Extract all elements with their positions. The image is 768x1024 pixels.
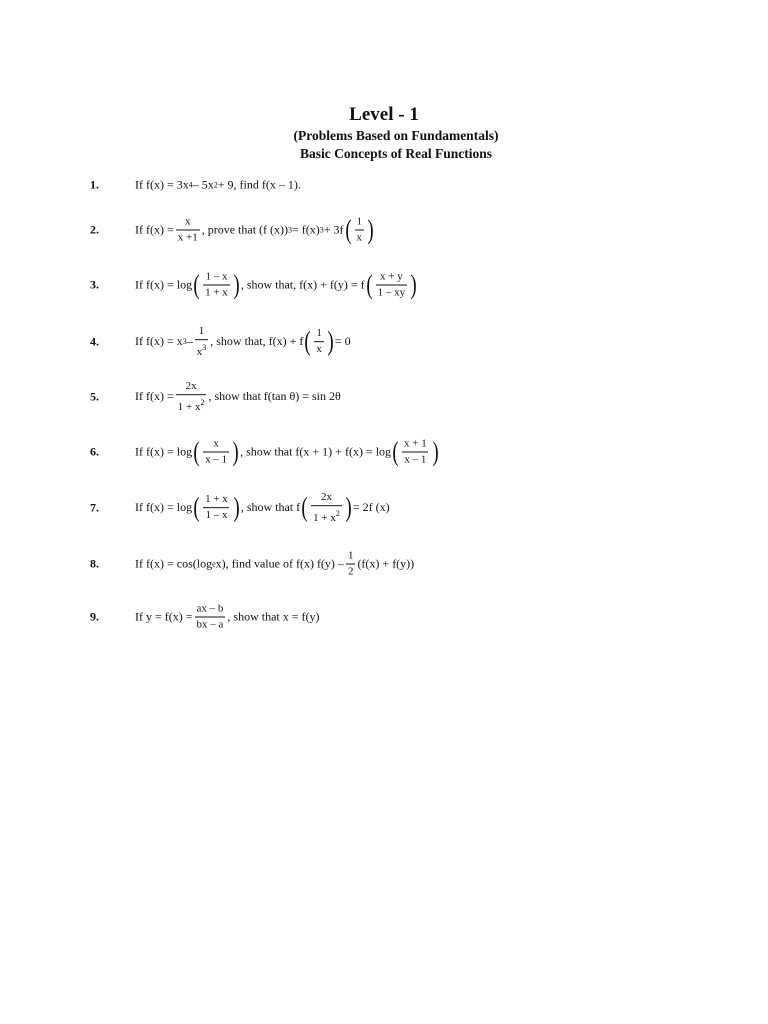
page-title: Level - 1 <box>349 104 419 125</box>
problem-1 <box>0 165 768 205</box>
problem-3 <box>0 265 768 305</box>
problem-number: 4. <box>90 334 99 349</box>
problem-number: 7. <box>90 500 99 515</box>
problem-statement: If f(x) = $\frac{2x}{1 + x^2}$ , show that f(tan θ) = sin 2θ <box>135 380 341 413</box>
problem-statement: If f(x) = cos(log e x), find value of f(x) f(y) – $\frac{1}{2}$ (f(x) + f(y)) <box>135 549 415 578</box>
problem-number: 3. <box>90 277 99 292</box>
problem-statement: If y = f(x) = $\frac{ax - b}{bx - a}$ , show that x = f(y) <box>135 602 320 631</box>
problem-number: 6. <box>90 444 99 459</box>
section-heading: Basic Concepts of Real Functions <box>300 146 492 161</box>
page-subtitle: (Problems Based on Fundamentals) <box>293 128 499 143</box>
fraction: $\frac{1 + x}{1 - x}$ <box>205 493 228 522</box>
fraction: $\frac{x}{x - 1}$ <box>205 437 228 466</box>
fraction: $\frac{2x}{1 + x^2}$ <box>313 491 340 524</box>
problem-statement: If f(x) = log ( $\frac{1 - x}{1 + x}$ ) , show that, f(x) + f(y) = f ( $\frac{x + y}{1 - xy}$ ) <box>135 269 417 300</box>
fraction: $\frac{1}{x}$ <box>356 215 363 244</box>
fraction: $\frac{1 - x}{1 + x}$ <box>205 270 228 299</box>
fraction: $\frac{1}{x^3}$ <box>196 325 207 358</box>
fraction: $\frac{1}{2}$ <box>347 549 354 578</box>
problem-statement: If f(x) = log ( $\frac{x}{x - 1}$ ) , show that f(x + 1) + f(x) = log ( $\frac{x + 1}{x - 1}$ ) <box>135 436 439 467</box>
problem-number: 5. <box>90 389 99 404</box>
problem-number: 9. <box>90 609 99 624</box>
problem-7 <box>0 488 768 528</box>
problem-number: 2. <box>90 222 99 237</box>
problem-9 <box>0 597 768 637</box>
problem-4 <box>0 322 768 362</box>
fraction: $\frac{1}{x}$ <box>316 327 322 356</box>
problem-statement: If f(x) = x 3 – $\frac{1}{x^3}$ , show that, f(x) + f ( $\frac{1}{x}$ ) = 0 <box>135 325 351 358</box>
problem-statement: If f(x) = 3x 4 – 5x 2 + 9, find f(x – 1). <box>135 177 301 192</box>
fraction: $\frac{ax - b}{bx - a}$ <box>196 602 224 631</box>
problem-number: 1. <box>90 177 99 192</box>
problem-statement: If f(x) = log ( $\frac{1 + x}{1 - x}$ ) , show that f ( $\frac{2x}{1 + x^2}$ ) = 2f (x) <box>135 491 390 524</box>
problem-6 <box>0 432 768 472</box>
fraction: $\frac{x + 1}{x - 1}$ <box>404 437 427 466</box>
fraction: $\frac{2x}{1 + x^2}$ <box>177 380 205 413</box>
fraction: $\frac{x + y}{1 - xy}$ <box>377 270 406 299</box>
problem-number: 8. <box>90 556 99 571</box>
problem-statement: If f(x) = $\frac{x}{x +1}$ , prove that (f (x)) 3 = f(x) 3 + 3f ( $\frac{1}{x}$ ) <box>135 214 374 245</box>
fraction: $\frac{x}{x +1}$ <box>177 215 198 244</box>
problem-2 <box>0 210 768 250</box>
problem-5 <box>0 377 768 417</box>
problem-8 <box>0 544 768 584</box>
